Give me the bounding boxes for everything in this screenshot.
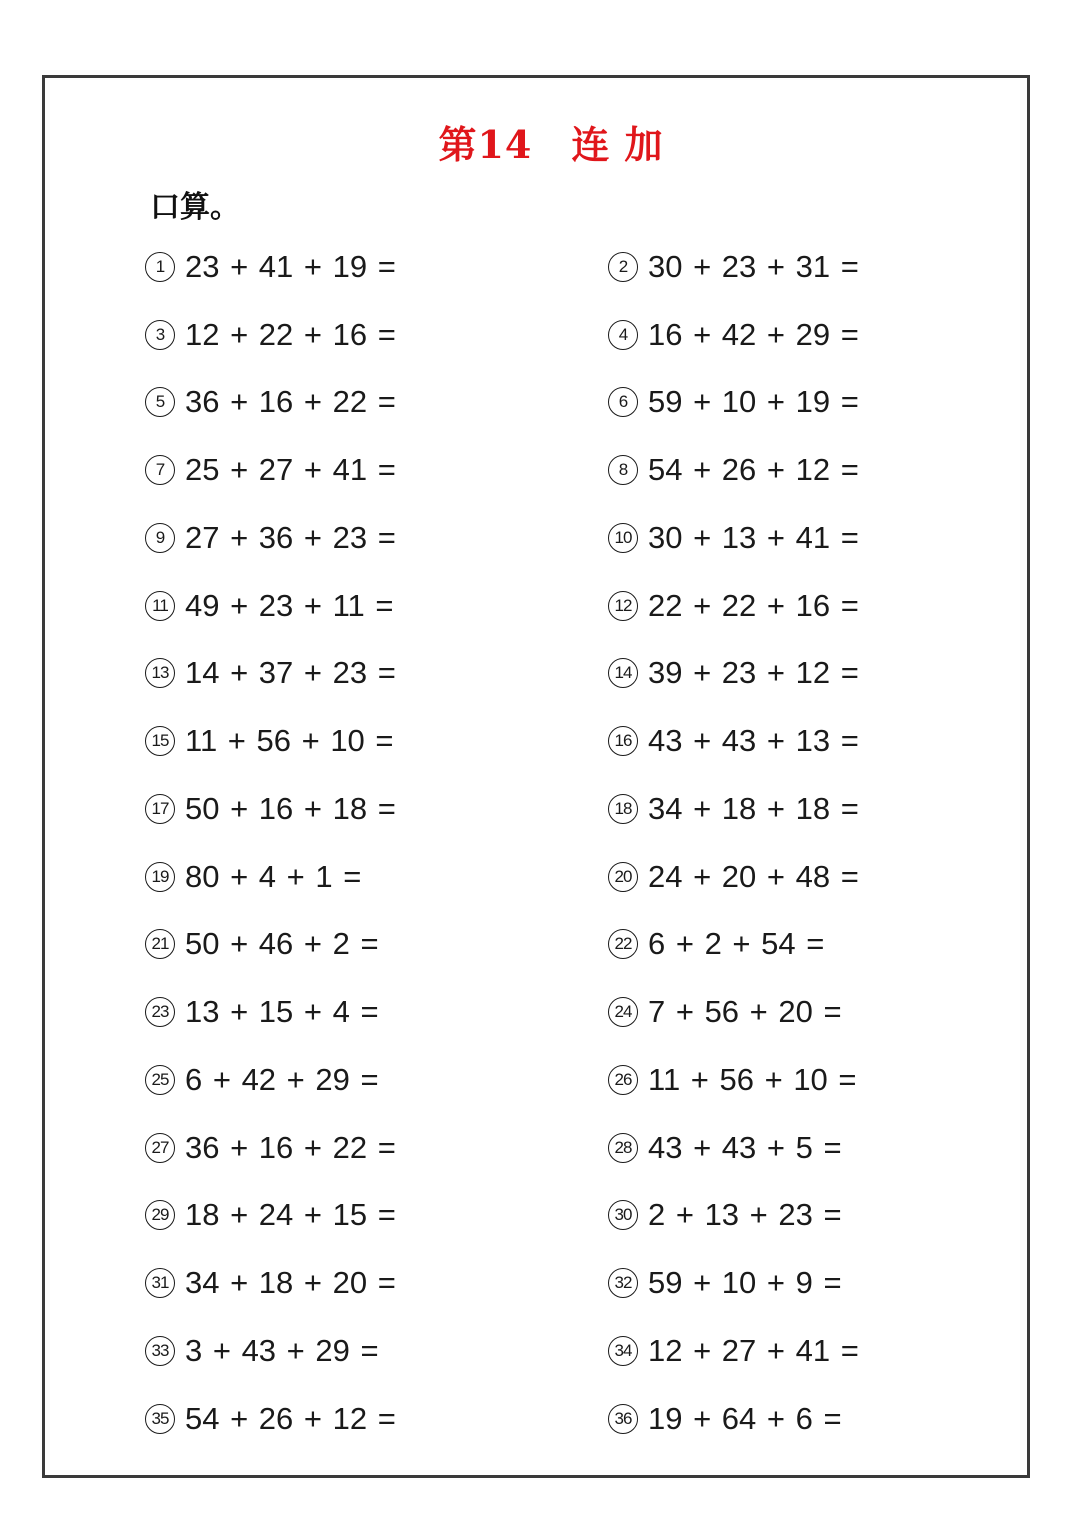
problem-number-badge: 30 [608,1200,638,1230]
problem-expression: 54 + 26 + 12 = [648,452,859,488]
problem-expression: 54 + 26 + 12 = [185,1400,396,1436]
problem-number-badge: 2 [608,252,638,282]
problem-number-badge: 22 [608,929,638,959]
problem-expression: 30 + 13 + 41 = [648,519,859,555]
problem-expression: 22 + 22 + 16 = [648,587,859,623]
problem-item [145,1114,608,1182]
problem-item [608,1114,905,1182]
problem-item [608,707,905,775]
problem-expression: 39 + 23 + 12 = [648,655,859,691]
problem-number-badge: 13 [145,658,175,688]
problem-number-badge: 17 [145,794,175,824]
problem-item [145,1182,608,1250]
problem-item [608,369,905,437]
problem-number-badge: 6 [608,387,638,417]
problem-item [145,1046,608,1114]
problem-expression: 12 + 27 + 41 = [648,1332,859,1368]
problem-number-badge: 7 [145,455,175,485]
problem-expression: 59 + 10 + 9 = [648,1265,842,1301]
problem-item [145,843,608,911]
problem-expression: 50 + 46 + 2 = [185,926,379,962]
problem-expression: 18 + 24 + 15 = [185,1197,396,1233]
problem-expression: 50 + 16 + 18 = [185,790,396,826]
problem-number-badge: 36 [608,1404,638,1434]
problem-item [608,978,905,1046]
problem-item [145,1317,608,1385]
problem-expression: 24 + 20 + 48 = [648,858,859,894]
problem-item [608,1385,905,1453]
problem-item [608,911,905,979]
problem-item [145,301,608,369]
problem-item [608,233,905,301]
problem-item [608,1182,905,1250]
problem-number-badge: 1 [145,252,175,282]
problem-expression: 43 + 43 + 5 = [648,1129,842,1165]
problem-expression: 59 + 10 + 19 = [648,384,859,420]
problem-number-badge: 33 [145,1336,175,1366]
problem-number-badge: 12 [608,591,638,621]
problem-number-badge: 20 [608,862,638,892]
problem-item [608,301,905,369]
problem-item [608,843,905,911]
problem-item [608,640,905,708]
problem-number-badge: 18 [608,794,638,824]
problem-expression: 36 + 16 + 22 = [185,1129,396,1165]
problem-expression: 23 + 41 + 19 = [185,248,396,284]
problem-number-badge: 11 [145,591,175,621]
problem-number-badge: 28 [608,1133,638,1163]
problem-item [145,978,608,1046]
problem-number-badge: 14 [608,658,638,688]
worksheet-frame [42,75,1030,1478]
problem-expression: 25 + 27 + 41 = [185,452,396,488]
problem-number-badge: 10 [608,523,638,553]
problem-expression: 11 + 56 + 10 = [185,723,394,759]
problem-expression: 19 + 64 + 6 = [648,1400,842,1436]
problem-number-badge: 5 [145,387,175,417]
instruction-text: 口算。 [150,190,240,225]
problem-number-badge: 25 [145,1065,175,1095]
problem-number-badge: 31 [145,1268,175,1298]
problem-expression: 7 + 56 + 20 = [648,994,842,1030]
problem-number-badge: 16 [608,726,638,756]
page-title: 第14 连 加 [438,122,664,167]
problem-item [145,707,608,775]
problem-item [145,369,608,437]
problem-item [145,640,608,708]
problem-expression: 30 + 23 + 31 = [648,248,859,284]
problem-item [145,1249,608,1317]
problem-number-badge: 27 [145,1133,175,1163]
problem-number-badge: 8 [608,455,638,485]
problem-expression: 27 + 36 + 23 = [185,519,396,555]
problem-item [145,233,608,301]
problem-expression: 49 + 23 + 11 = [185,587,394,623]
problem-number-badge: 15 [145,726,175,756]
problem-number-badge: 21 [145,929,175,959]
problem-number-badge: 35 [145,1404,175,1434]
problem-number-badge: 23 [145,997,175,1027]
problem-item [145,1385,608,1453]
problem-number-badge: 19 [145,862,175,892]
problem-expression: 34 + 18 + 20 = [185,1265,396,1301]
problem-expression: 16 + 42 + 29 = [648,316,859,352]
problem-number-badge: 26 [608,1065,638,1095]
problem-number-badge: 32 [608,1268,638,1298]
problem-expression: 12 + 22 + 16 = [185,316,396,352]
problem-item [145,911,608,979]
problem-number-badge: 24 [608,997,638,1027]
problem-expression: 34 + 18 + 18 = [648,790,859,826]
problem-item [145,504,608,572]
problem-item [608,775,905,843]
problem-number-badge: 3 [145,320,175,350]
problem-expression: 14 + 37 + 23 = [185,655,396,691]
problem-expression: 13 + 15 + 4 = [185,994,379,1030]
problem-expression: 2 + 13 + 23 = [648,1197,842,1233]
problem-grid [145,233,905,1453]
problem-item [608,1046,905,1114]
problem-item [145,436,608,504]
problem-item [608,1249,905,1317]
problem-expression: 11 + 56 + 10 = [648,1061,857,1097]
problem-number-badge: 34 [608,1336,638,1366]
problem-item [608,572,905,640]
problem-item [608,1317,905,1385]
problem-number-badge: 4 [608,320,638,350]
problem-expression: 36 + 16 + 22 = [185,384,396,420]
problem-expression: 43 + 43 + 13 = [648,723,859,759]
problem-expression: 6 + 2 + 54 = [648,926,825,962]
problem-item [145,572,608,640]
problem-number-badge: 9 [145,523,175,553]
problem-number-badge: 29 [145,1200,175,1230]
problem-item [608,436,905,504]
problem-expression: 3 + 43 + 29 = [185,1332,379,1368]
problem-item [145,775,608,843]
problem-expression: 80 + 4 + 1 = [185,858,362,894]
problem-item [608,504,905,572]
problem-expression: 6 + 42 + 29 = [185,1061,379,1097]
